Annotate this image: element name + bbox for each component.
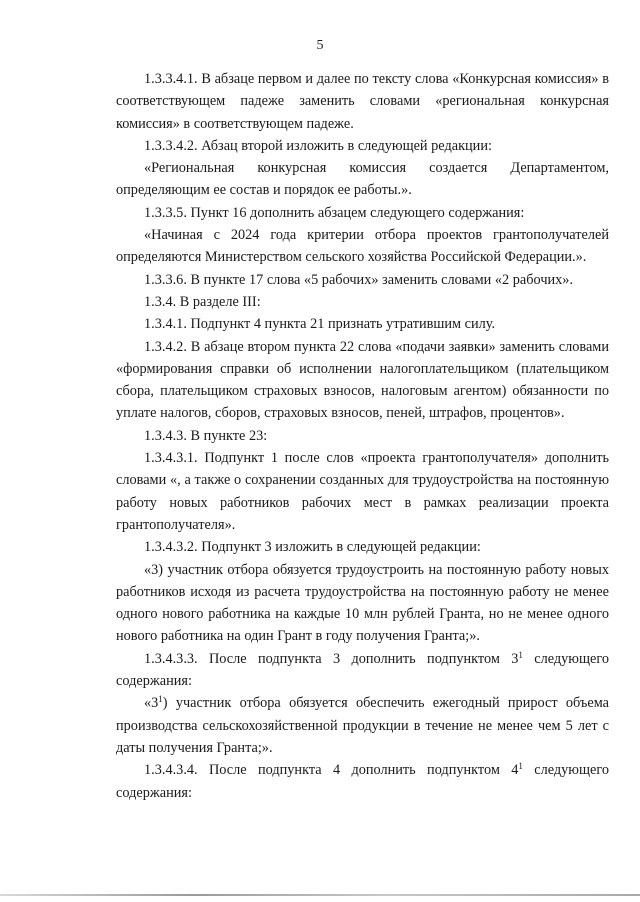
paragraph-text: 1.3.4.3.3. После подпункта 3 дополнить подпунктом 3	[144, 650, 519, 667]
paragraph: 1.3.3.4.1. В абзаце первом и далее по тексту слова «Конкурсная комиссия» в соответствующем падеже заменить словами «региональная конкурсная комиссия» в соответствующем падеже.	[116, 71, 609, 132]
paragraph: 1.3.4.3.2. Подпункт 3 изложить в следующей редакции:	[144, 539, 481, 556]
paragraph: 1.3.4.3.1. Подпункт 1 после слов «проекта грантополучателя» дополнить словами «, а также о сохранении созданных для трудоустройства на постоянную работу новых работников рабочих мест в рамках реализации проекта грантополучателя».	[116, 450, 609, 533]
paragraph: 1.3.3.6. В пункте 17 слова «5 рабочих» заменить словами «2 рабочих».	[144, 271, 574, 288]
document-body	[116, 68, 609, 804]
paragraph-text: следующего содержания:	[116, 762, 609, 801]
paragraph	[116, 692, 609, 759]
paragraph	[116, 648, 609, 693]
superscript: 1	[518, 761, 523, 772]
paragraph: «Начиная с 2024 года критерии отбора проектов грантополучателей определяются Министерством сельского хозяйства Российской Федерации.».	[116, 227, 609, 266]
superscript: 1	[158, 694, 163, 705]
paragraph-text: следующего содержания:	[116, 650, 609, 690]
paragraph-text: 1.3.4.3.4. После подпункта 4 дополнить подпунктом 4	[144, 762, 519, 779]
paragraph: 1.3.3.4.2. Абзац второй изложить в следующей редакции:	[144, 137, 492, 154]
paragraph: 1.3.4.2. В абзаце втором пункта 22 слова «подачи заявки» заменить словами «формирования справки об исполнении налогоплательщиком (плательщиком сбора, плательщиком страховых взносов, налоговым агентом) обязанности по уплате налогов, сборов, страховых взносов, пеней, штрафов, процентов».	[116, 338, 609, 422]
scan-edge-line	[0, 894, 640, 896]
paragraph: 1.3.3.5. Пункт 16 дополнить абзацем следующего содержания:	[144, 204, 525, 221]
paragraph-text: ) участник отбора обязуется обеспечить ежегодный прирост объема производства сельскохозяйственной продукции в течение не менее чем 5 лет с даты получения Гранта;».	[116, 695, 609, 756]
superscript: 1	[518, 649, 523, 660]
paragraph: 1.3.4.3. В пункте 23:	[144, 427, 268, 444]
paragraph: «3) участник отбора обязуется трудоустроить на постоянную работу новых работников исходя из расчета трудоустройства на постоянную работу не менее одного нового работника на каждые 10 млн рублей Гранта, но не менее одного нового работника на один Грант в году получения Гранта;».	[116, 561, 609, 645]
paragraph: 1.3.4. В разделе III:	[144, 293, 261, 310]
paragraph-text: «3	[144, 695, 159, 712]
page-number: 5	[316, 38, 324, 53]
paragraph: 1.3.4.1. Подпункт 4 пункта 21 признать утратившим силу.	[144, 316, 496, 333]
paragraph: «Региональная конкурсная комиссия создается Департаментом, определяющим ее состав и порядок ее работы.».	[116, 160, 609, 199]
paragraph	[116, 759, 609, 804]
